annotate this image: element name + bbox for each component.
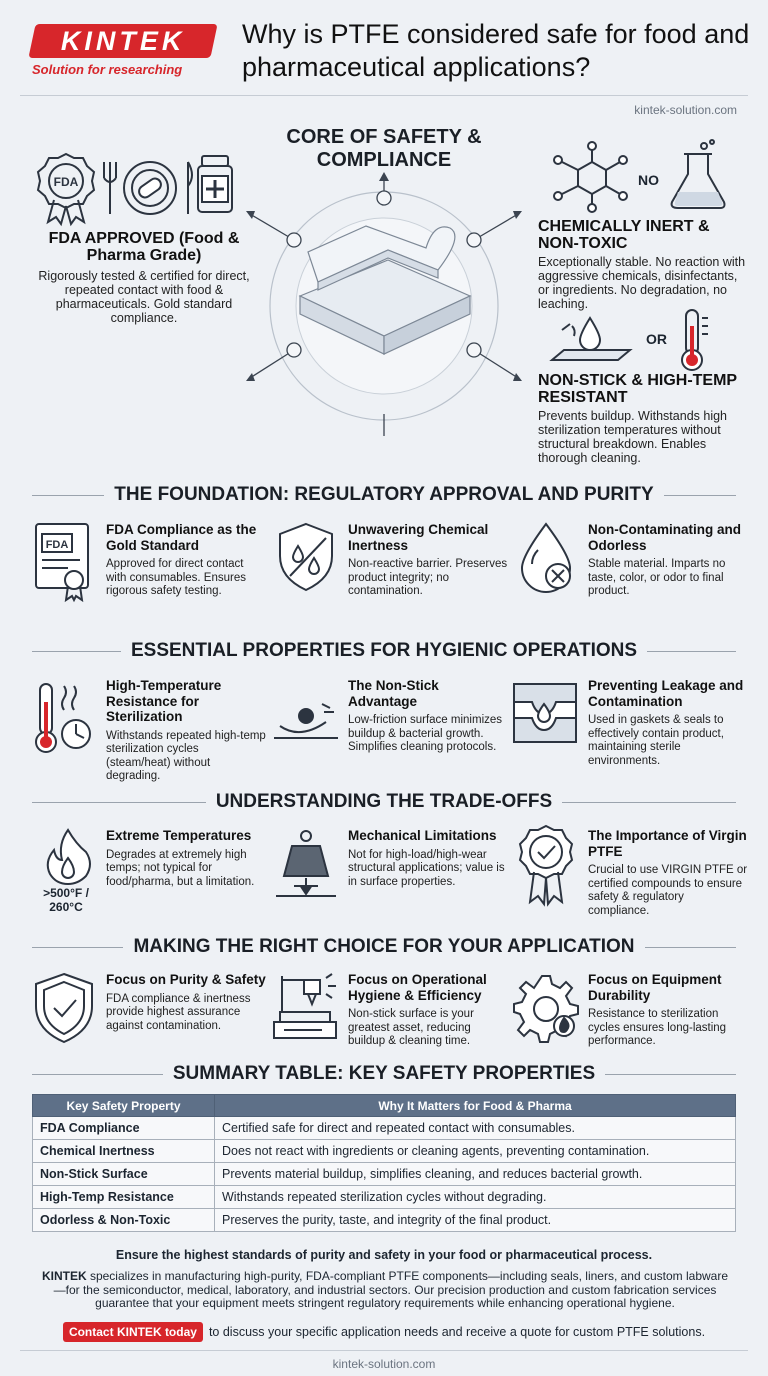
medicine-bottle-icon xyxy=(198,156,232,212)
site-url-bottom[interactable]: kintek-solution.com xyxy=(332,1357,436,1371)
item-text: FDA compliance & inertness provide highest assurance against contamination. xyxy=(106,992,251,1032)
thermometer-icon xyxy=(682,310,708,370)
table-row xyxy=(33,1163,736,1186)
plate-pill-icon xyxy=(104,162,192,214)
fda-approved-block xyxy=(36,230,252,325)
item-title: The Importance of Virgin PTFE xyxy=(588,828,747,859)
fda-approved-title: FDA APPROVED (Food & Pharma Grade) xyxy=(48,230,240,264)
item-title: Focus on Equipment Durability xyxy=(588,972,722,1003)
item-text: Crucial to use VIRGIN PTFE or certified compounds to ensure safety & regulatory compliance. xyxy=(588,864,748,917)
heading-rule-right xyxy=(664,495,736,496)
molecule-icon xyxy=(554,142,627,212)
flame-icon xyxy=(42,828,94,884)
tradeoffs-heading xyxy=(32,791,736,813)
tradeoff-item-temperatures xyxy=(106,828,266,889)
table-cell-why: Preserves the purity, taste, and integrity of the final product. xyxy=(215,1209,736,1232)
table-header-property: Key Safety Property xyxy=(33,1095,215,1117)
heading-rule-left xyxy=(32,947,123,948)
fda-approved-text: Rigorously tested & certified for direct, repeated contact with food & pharmaceuticals. Gold standard compliance. xyxy=(38,269,250,325)
cta-brand: KINTEK xyxy=(41,1269,87,1283)
logo-tagline: Solution for researching xyxy=(32,62,183,77)
item-text: Non-stick surface is your greatest asset, reducing buildup & cleaning time. xyxy=(348,1008,474,1047)
item-title: Unwavering Chemical Inertness xyxy=(348,522,489,553)
cta-headline: Ensure the highest standards of purity and safety in your food or pharmaceutical process. xyxy=(115,1248,653,1262)
item-title: Extreme Temperatures xyxy=(106,828,252,843)
item-text: Withstands repeated high-temp sterilization cycles (steam/heat) without degrading. xyxy=(106,729,266,782)
drop-surface-icon xyxy=(552,318,630,360)
choice-title: MAKING THE RIGHT CHOICE FOR YOUR APPLICATION xyxy=(133,936,635,957)
heading-rule-left xyxy=(32,651,121,652)
fda-approval-icons xyxy=(36,152,242,224)
foundation-heading xyxy=(32,484,736,506)
fda-ribbon-text: FDA xyxy=(53,175,79,189)
hygienic-heading xyxy=(32,640,736,662)
table-cell-property: High-Temp Resistance xyxy=(33,1186,215,1209)
page-title: Why is PTFE considered safe for food and pharmaceutical applications? xyxy=(242,19,750,82)
item-title: Focus on Operational Hygiene & Efficiency xyxy=(348,972,487,1003)
item-text: Degrades at extremely high temps; not typical for food/pharma, but a limitation. xyxy=(106,848,255,888)
choice-item-purity xyxy=(106,972,266,1033)
site-url-top[interactable]: kintek-solution.com xyxy=(634,103,737,117)
chemically-inert-text: Exceptionally stable. No reaction with aggressive chemicals, disinfectants, or ingredients. No degradation, no leaching. xyxy=(538,255,746,311)
item-title: The Non-Stick Advantage xyxy=(348,678,439,709)
summary-table xyxy=(32,1094,736,1232)
item-title: Focus on Purity & Safety xyxy=(106,972,266,987)
core-title: CORE OF SAFETY & COMPLIANCE xyxy=(286,126,482,171)
ptfe-core-diagram xyxy=(238,178,538,438)
drop-x-icon xyxy=(518,520,580,598)
no-connector: NO xyxy=(638,172,659,188)
heading-rule-right xyxy=(647,651,736,652)
contact-button[interactable]: Contact KINTEK today xyxy=(63,1322,203,1342)
heading-rule-right xyxy=(645,947,736,948)
brand-logo[interactable] xyxy=(28,24,217,58)
summary-title: SUMMARY TABLE: KEY SAFETY PROPERTIES xyxy=(172,1063,596,1084)
summary-heading xyxy=(32,1063,736,1085)
cta-tail-text: to discuss your specific application needs and receive a quote for custom PTFE solutions. xyxy=(208,1325,706,1339)
table-row xyxy=(33,1117,736,1140)
foundation-title: THE FOUNDATION: REGULATORY APPROVAL AND PURITY xyxy=(114,484,654,505)
item-text: Not for high-load/high-wear structural applications; value is in surface properties. xyxy=(348,848,505,888)
machine-icon xyxy=(272,972,342,1044)
heading-rule-left xyxy=(32,1074,163,1075)
logo-text: KINTEK xyxy=(60,25,186,56)
heading-rule-left xyxy=(32,802,206,803)
choice-item-durability xyxy=(588,972,748,1049)
nonstick-block xyxy=(538,372,748,465)
nonstick-title: NON-STICK & HIGH-TEMP RESISTANT xyxy=(538,372,737,406)
choice-item-hygiene xyxy=(348,972,508,1049)
table-cell-property: Chemical Inertness xyxy=(33,1140,215,1163)
table-row xyxy=(33,1186,736,1209)
item-title: High-Temperature Resistance for Sterilization xyxy=(106,678,222,724)
item-text: Low-friction surface minimizes buildup & bacterial growth. Simplifies cleaning protocols. xyxy=(348,714,503,753)
item-text: Non-reactive barrier. Preserves product integrity; no contamination. xyxy=(348,558,508,597)
heading-rule-right xyxy=(562,802,736,803)
chemically-inert-title: CHEMICALLY INERT & NON-TOXIC xyxy=(538,218,710,252)
item-title: FDA Compliance as the Gold Standard xyxy=(106,522,257,553)
table-cell-property: Non-Stick Surface xyxy=(33,1163,215,1186)
item-title: Non-Contaminating and Odorless xyxy=(588,522,741,553)
footer-divider xyxy=(20,1350,748,1351)
foundation-item-odorless xyxy=(588,522,748,599)
header-divider xyxy=(20,95,748,96)
chemically-inert-block xyxy=(538,218,748,311)
choice-heading xyxy=(32,936,736,958)
table-cell-why: Withstands repeated sterilization cycles without degrading. xyxy=(215,1186,736,1209)
fda-certificate-text: FDA xyxy=(45,539,69,551)
ball-surface-icon xyxy=(270,700,342,744)
fda-certificate-icon xyxy=(32,520,96,602)
foundation-item-inertness xyxy=(348,522,508,599)
thermometer-clock-icon xyxy=(30,678,100,758)
cta-line xyxy=(32,1322,736,1342)
table-row xyxy=(33,1209,736,1232)
item-title: Mechanical Limitations xyxy=(348,828,497,843)
table-header-why: Why It Matters for Food & Pharma xyxy=(215,1095,736,1117)
tradeoffs-title: UNDERSTANDING THE TRADE-OFFS xyxy=(215,791,553,812)
table-cell-why: Does not react with ingredients or cleaning agents, preventing contamination. xyxy=(215,1140,736,1163)
or-connector: OR xyxy=(646,331,667,347)
table-cell-property: FDA Compliance xyxy=(33,1117,215,1140)
fda-ribbon-icon xyxy=(38,154,94,224)
table-cell-why: Prevents material buildup, simplifies cleaning, and reduces bacterial growth. xyxy=(215,1163,736,1186)
seal-drop-icon xyxy=(512,680,580,746)
table-row xyxy=(33,1140,736,1163)
gear-flame-icon xyxy=(514,972,580,1042)
nonstick-temp-icons xyxy=(548,306,728,372)
weight-icon xyxy=(270,828,342,902)
heading-rule-right xyxy=(605,1074,736,1075)
flask-icon xyxy=(672,140,725,208)
item-title: Preventing Leakage and Contamination xyxy=(588,678,744,709)
tradeoff-item-mechanical xyxy=(348,828,508,889)
item-text: Used in gaskets & seals to effectively contain product, maintaining sterile environments. xyxy=(588,714,724,767)
shield-check-icon xyxy=(34,972,96,1044)
table-cell-property: Odorless & Non-Toxic xyxy=(33,1209,215,1232)
table-cell-why: Certified safe for direct and repeated contact with consumables. xyxy=(215,1117,736,1140)
hygienic-title: ESSENTIAL PROPERTIES FOR HYGIENIC OPERATIONS xyxy=(130,640,638,661)
tradeoff-item-virgin-ptfe xyxy=(588,828,748,918)
table-header-row xyxy=(33,1095,736,1117)
checkmark-badge-icon xyxy=(516,824,578,906)
hygienic-item-high-temp xyxy=(106,678,266,784)
hygienic-item-non-stick xyxy=(348,678,508,755)
cta-body xyxy=(40,1270,730,1311)
cta-body-text: specializes in manufacturing high-purity, FDA-compliant PTFE components—including seals, liners, and custom labware—for the semiconductor, medical, laboratory, and industrial sectors. Our precision production and custom fabrication services guarantee that your equipment meets stringent regulatory requirements while enhancing operational hygiene. xyxy=(53,1269,729,1310)
shield-drops-icon xyxy=(276,522,338,592)
temperature-caption: >500°F / 260°C xyxy=(43,886,89,914)
nonstick-text: Prevents buildup. Withstands high sterilization temperatures without structural breakdown. Enables thorough cleaning. xyxy=(538,409,727,465)
foundation-item-fda xyxy=(106,522,266,599)
item-text: Approved for direct contact with consumables. Ensures rigorous safety testing. xyxy=(106,558,246,597)
item-text: Resistance to sterilization cycles ensures long-lasting performance. xyxy=(588,1008,727,1047)
heading-rule-left xyxy=(32,495,104,496)
item-text: Stable material. Imparts no taste, color, or odor to final product. xyxy=(588,558,726,597)
hygienic-item-leakage xyxy=(588,678,748,768)
